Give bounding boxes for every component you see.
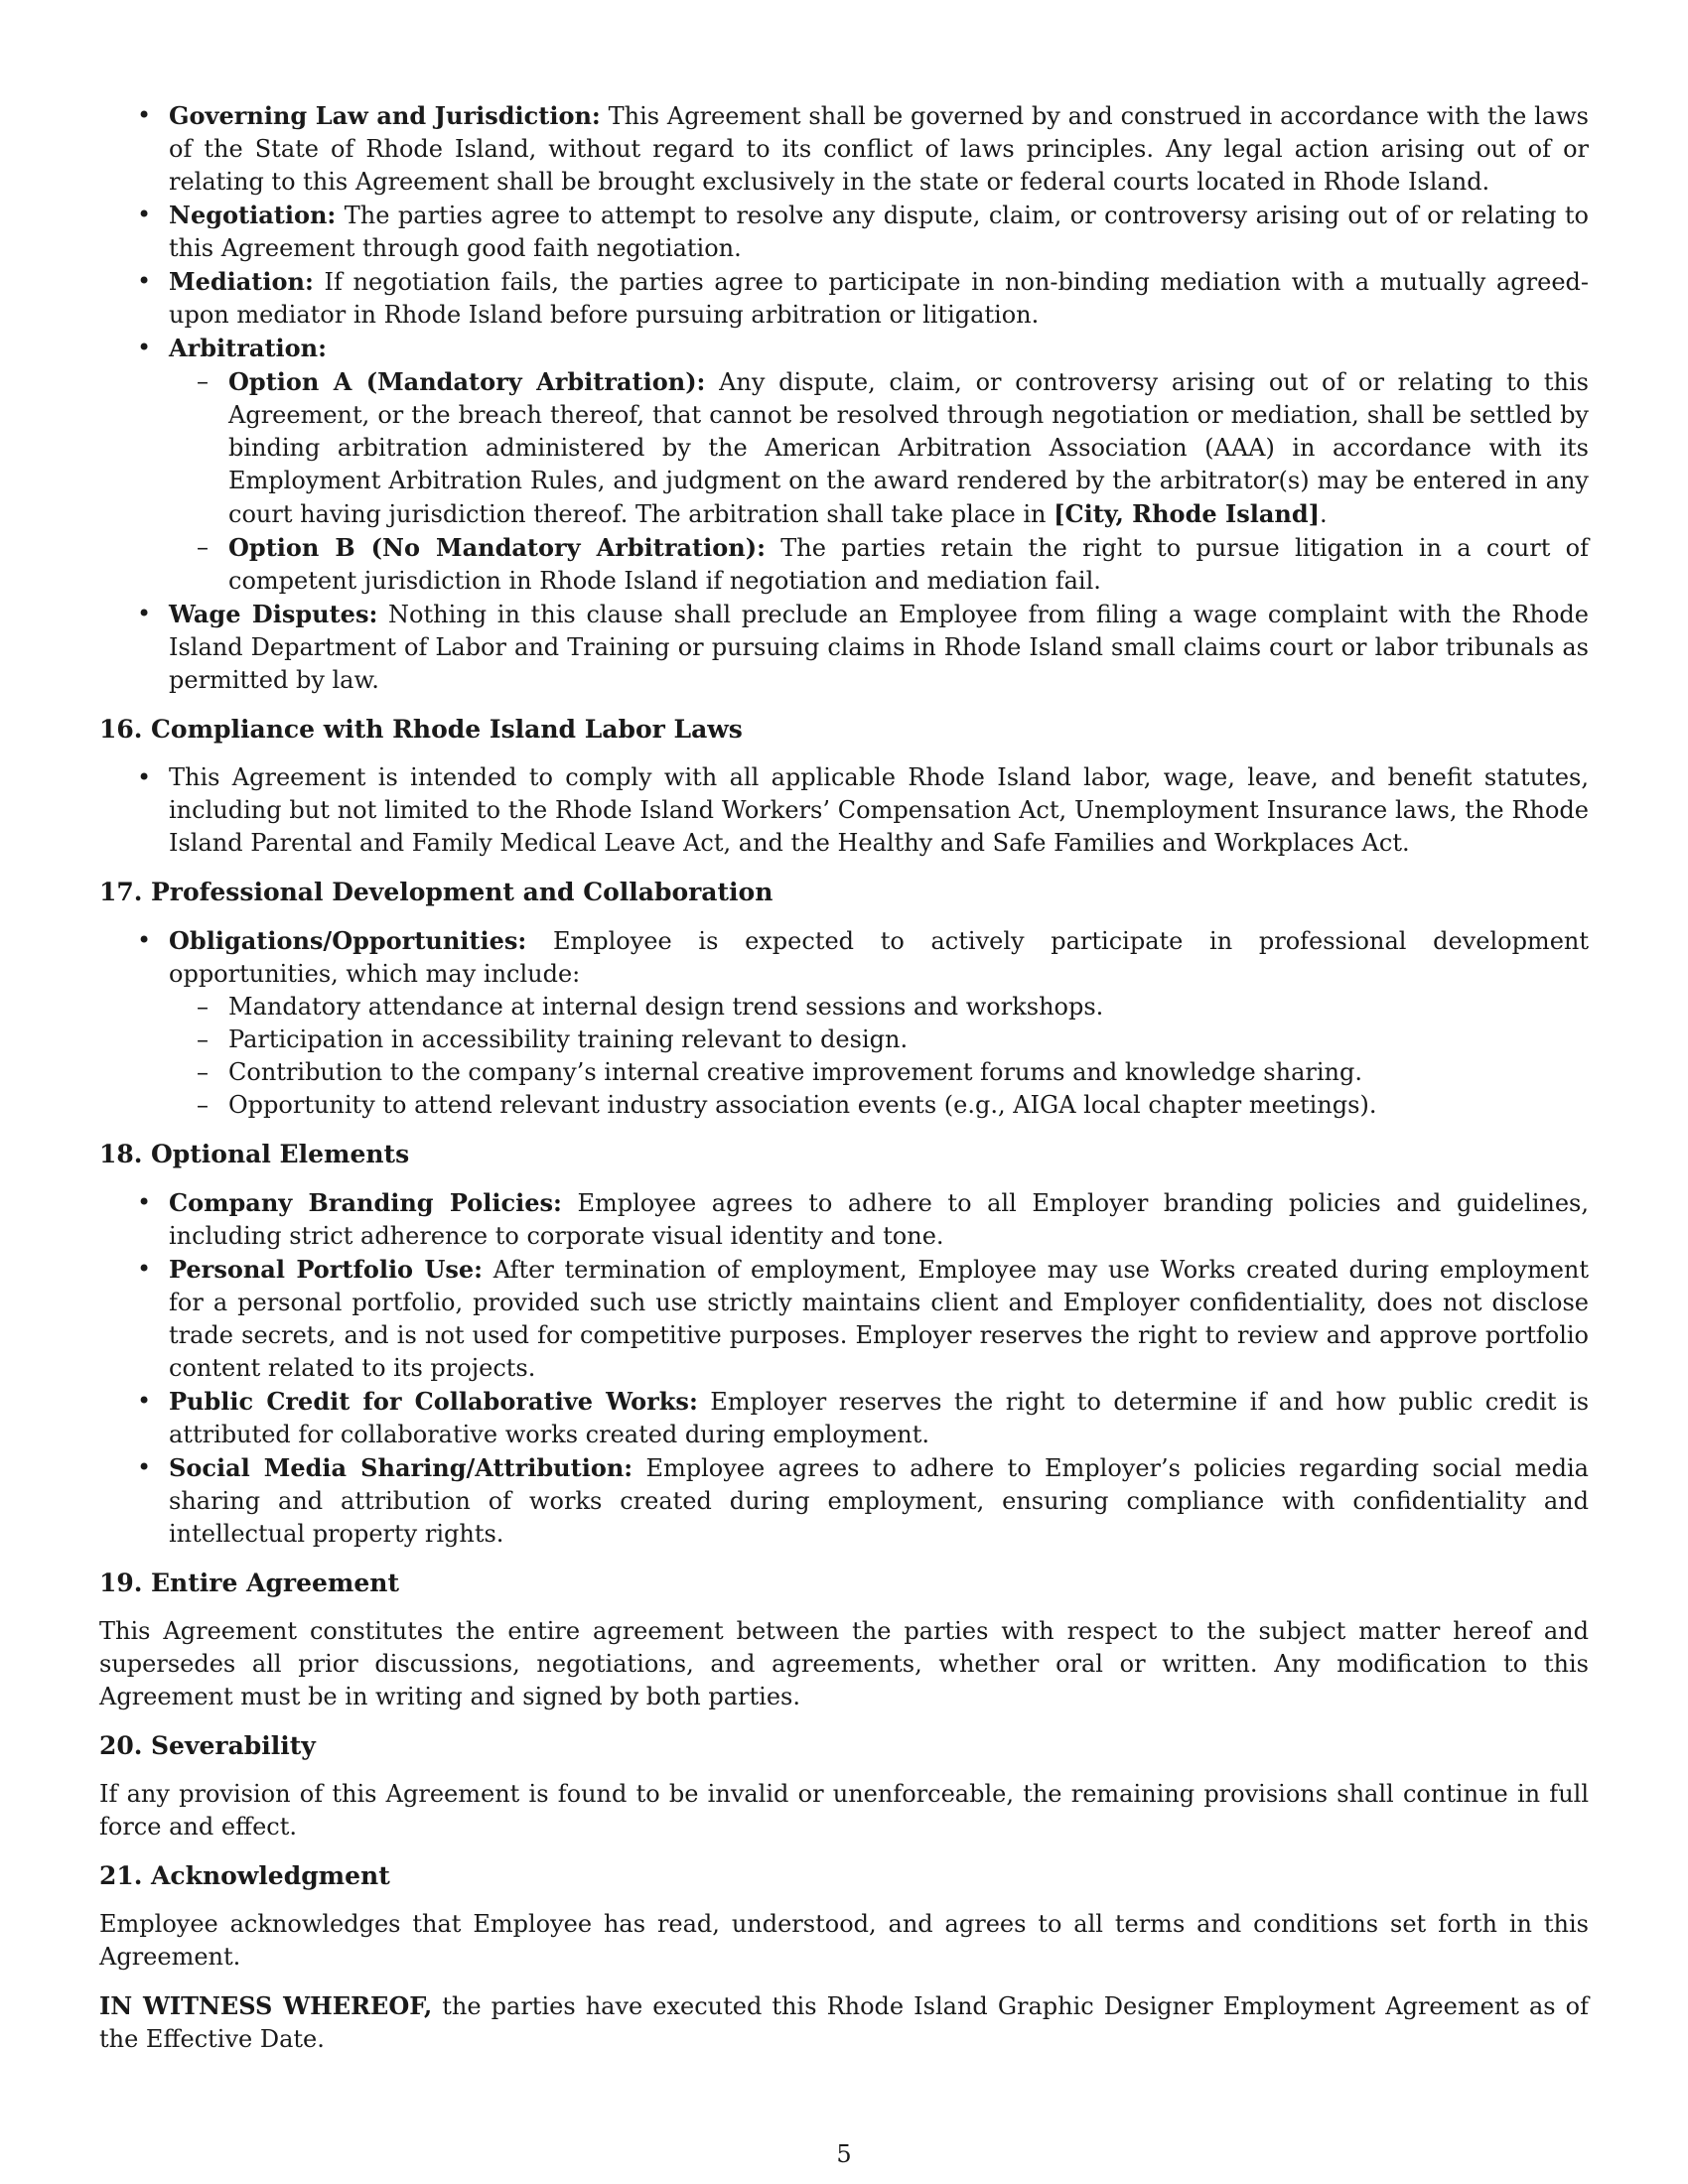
section-title: Professional Development and Collaboration: [151, 878, 774, 906]
arbitration-label: Arbitration:: [169, 334, 327, 362]
list-item-branding: [99, 1186, 1589, 1253]
section-heading-20: [99, 1729, 1589, 1762]
section-title: Entire Agreement: [151, 1569, 399, 1597]
branding-text: Employee agrees to adhere to all Employer branding policies and guidelines, including strict adherence to corporate visual identity and tone.: [169, 1189, 1589, 1250]
list-item-portfolio: [99, 1253, 1589, 1385]
section-title: Acknowledgment: [151, 1861, 390, 1890]
obligations-label: Obligations/Opportunities:: [169, 926, 527, 955]
development-item: – Contribution to the company’s internal creative improvement forums and knowledge sharing.: [169, 1056, 1589, 1089]
negotiation-label: Negotiation:: [169, 201, 337, 229]
portfolio-label: Personal Portfolio Use:: [169, 1255, 484, 1284]
witness-text: the parties have executed this Rhode Island Graphic Designer Employment Agreement as of the Effective Date.: [99, 1992, 1589, 2053]
section-heading-16: [99, 713, 1589, 746]
negotiation-text: The parties agree to attempt to resolve any dispute, claim, or controversy arising out of or relating to this Agreement through good faith negotiation.: [169, 202, 1590, 262]
list-item-negotiation: [99, 199, 1589, 265]
section-title: Optional Elements: [151, 1140, 410, 1168]
branding-label: Company Branding Policies:: [169, 1188, 562, 1217]
mediation-label: Mediation:: [169, 267, 314, 296]
section-17-list: [99, 924, 1589, 1122]
development-item: – Opportunity to attend relevant industry association events (e.g., AIGA local chapter meetings).: [169, 1089, 1589, 1122]
portfolio-text: After termination of employment, Employee may use Works created during employment for a personal portfolio, provided such use strictly maintains client and Employer confidentiality, does not disclose trade secrets, and is not used for competitive purposes. Employer reserves the right to review and approve portfolio content related to its projects.: [169, 1256, 1590, 1382]
list-item-governing-law: [99, 99, 1589, 199]
witness-paragraph: [99, 1989, 1589, 2056]
public-credit-text: Employer reserves the right to determine if and how public credit is attributed for collaborative works created during employment.: [169, 1388, 1590, 1448]
section-16-list: [99, 761, 1589, 860]
arbitration-option-b: [169, 531, 1589, 598]
entire-agreement-paragraph: This Agreement constitutes the entire agreement between the parties with respect to the subject matter hereof and supersedes all prior discussions, negotiations, and agreements, whether oral or written. Any modification to this Agreement must be in writing and signed by both parties.: [99, 1617, 1589, 1710]
development-item: – Participation in accessibility training relevant to design.: [169, 1024, 1589, 1056]
section-number: 19.: [99, 1569, 143, 1597]
dispute-resolution-list: [99, 99, 1589, 697]
public-credit-label: Public Credit for Collaborative Works:: [169, 1387, 698, 1416]
section-number: 16.: [99, 715, 143, 744]
mediation-text: If negotiation fails, the parties agree to participate in non-binding mediation with a mutually agreed-upon mediator in Rhode Island before pursuing arbitration or litigation.: [169, 268, 1589, 329]
section-number: 20.: [99, 1731, 143, 1760]
page-number: 5: [836, 2140, 852, 2168]
compliance-text: This Agreement is intended to comply with all applicable Rhode Island labor, wage, leave, and benefit statutes, including but not limited to the Rhode Island Workers’ Compensation Act, Unemployment Insurance laws, the Rhode Island Parental and Family Medical Leave Act, and the Healthy and Safe Families and Workplaces Act.: [169, 763, 1589, 857]
development-item: – Mandatory attendance at internal design trend sessions and workshops.: [169, 991, 1589, 1024]
arbitration-options-list: [169, 365, 1589, 598]
list-item-obligations: [99, 924, 1589, 1122]
section-number: 18.: [99, 1140, 143, 1168]
document-page: [99, 99, 1589, 2072]
wage-disputes-text: Nothing in this clause shall preclude an Employee from filing a wage complaint with the Rhode Island Department of Labor and Training or pursuing claims in Rhode Island small claims court or labor tribunals as permitted by law.: [169, 601, 1589, 694]
section-heading-19: [99, 1567, 1589, 1599]
option-a-end: .: [1319, 500, 1328, 528]
option-a-label: Option A (Mandatory Arbitration):: [228, 367, 706, 396]
witness-label: IN WITNESS WHEREOF,: [99, 1991, 433, 2020]
section-heading-21: [99, 1859, 1589, 1892]
severability-paragraph: If any provision of this Agreement is found to be invalid or unenforceable, the remaining provisions shall continue in full force and effect.: [99, 1780, 1589, 1841]
list-item-arbitration: [99, 332, 1589, 598]
development-items-list: [169, 991, 1589, 1122]
section-heading-18: [99, 1138, 1589, 1170]
list-item: [99, 761, 1589, 860]
list-item-wage-disputes: [99, 598, 1589, 697]
option-b-label: Option B (No Mandatory Arbitration):: [228, 533, 766, 562]
section-title: Compliance with Rhode Island Labor Laws: [151, 715, 743, 744]
governing-law-text: This Agreement shall be governed by and construed in accordance with the laws of the State of Rhode Island, without regard to its conflict of laws principles. Any legal action arising out of or relating to this Agreement shall be brought exclusively in the state or federal courts located in Rhode Island.: [169, 102, 1589, 196]
section-heading-17: [99, 876, 1589, 908]
section-18-list: [99, 1186, 1589, 1551]
acknowledgment-paragraph: Employee acknowledges that Employee has read, understood, and agrees to all terms and conditions set forth in this Agreement.: [99, 1910, 1589, 1971]
section-title: Severability: [151, 1731, 316, 1760]
option-b-text: The parties retain the right to pursue litigation in a court of competent jurisdiction in Rhode Island if negotiation and mediation fail.: [228, 534, 1589, 595]
arbitration-option-a: [169, 365, 1589, 531]
list-item-public-credit: [99, 1385, 1589, 1451]
section-number: 21.: [99, 1861, 143, 1890]
governing-law-label: Governing Law and Jurisdiction:: [169, 101, 601, 130]
obligations-text: Employee is expected to actively participate in professional development opportunities, which may include:: [169, 927, 1589, 988]
option-a-text: Any dispute, claim, or controversy arising out of or relating to this Agreement, or the breach thereof, that cannot be resolved through negotiation or mediation, shall be settled by binding arbitration administered by the American Arbitration Association (AAA) in accordance with its Employment Arbitration Rules, and judgment on the award rendered by the arbitrator(s) may be entered in any court having jurisdiction thereof. The arbitration shall take place in: [228, 368, 1589, 528]
section-number: 17.: [99, 878, 143, 906]
list-item-social-media: [99, 1451, 1589, 1551]
social-media-label: Social Media Sharing/Attribution:: [169, 1453, 633, 1482]
wage-disputes-label: Wage Disputes:: [169, 600, 378, 628]
list-item-mediation: [99, 265, 1589, 332]
social-media-text: Employee agrees to adhere to Employer’s policies regarding social media sharing and attribution of works created during employment, ensuring compliance with confidentiality and intellectual property rights.: [169, 1454, 1589, 1548]
option-a-place: [City, Rhode Island]: [1054, 499, 1320, 528]
